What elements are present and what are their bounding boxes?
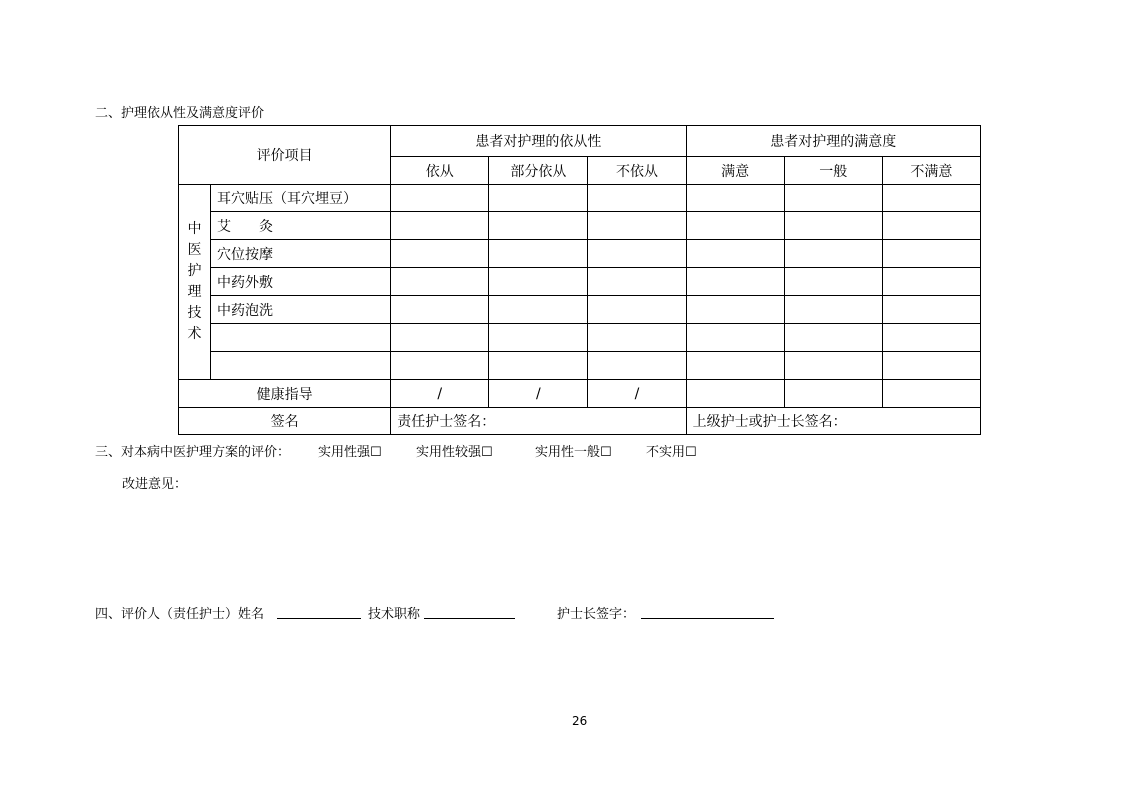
- table-cell[interactable]: [391, 352, 489, 380]
- option-fairly-strong-checkbox[interactable]: 实用性较强☐: [416, 445, 493, 460]
- table-cell[interactable]: [686, 212, 784, 240]
- section-2-title: 二、护理依从性及满意度评价: [95, 106, 265, 121]
- table-cell[interactable]: [784, 324, 882, 352]
- satisfaction-header: 患者对护理的满意度: [686, 126, 980, 157]
- technique-row-label[interactable]: [211, 352, 391, 380]
- compliance-header: 患者对护理的依从性: [391, 126, 686, 157]
- table-cell[interactable]: [588, 296, 686, 324]
- table-cell[interactable]: [882, 185, 980, 212]
- evaluator-name-label: 四、评价人（责任护士）姓名: [95, 607, 265, 622]
- technique-row-label: 中药泡洗: [211, 296, 391, 324]
- slash-cell: /: [391, 380, 489, 408]
- table-cell[interactable]: [489, 212, 588, 240]
- table-cell[interactable]: [686, 296, 784, 324]
- option-strong-checkbox[interactable]: 实用性强☐: [318, 445, 382, 460]
- item-header: 评价项目: [179, 126, 391, 185]
- table-cell[interactable]: [882, 380, 980, 408]
- table-cell[interactable]: [882, 268, 980, 296]
- col-comply: 依从: [391, 157, 489, 185]
- technique-row-label[interactable]: [211, 324, 391, 352]
- table-cell[interactable]: [489, 268, 588, 296]
- head-nurse-sign-label: 护士长签字：: [557, 607, 636, 622]
- table-cell[interactable]: [489, 352, 588, 380]
- table-cell[interactable]: [882, 296, 980, 324]
- table-cell[interactable]: [686, 268, 784, 296]
- evaluation-table: [178, 125, 981, 435]
- head-nurse-signature-field[interactable]: 上级护士或护士长签名：: [686, 408, 980, 435]
- table-cell[interactable]: [686, 352, 784, 380]
- table-cell[interactable]: [391, 296, 489, 324]
- col-not-comply: 不依从: [588, 157, 686, 185]
- job-title-label: 技术职称: [368, 607, 421, 622]
- option-not-practical-checkbox[interactable]: 不实用☐: [646, 445, 697, 460]
- section-3-title: 三、对本病中医护理方案的评价：: [95, 445, 291, 460]
- table-cell[interactable]: [882, 212, 980, 240]
- slash-cell: /: [588, 380, 686, 408]
- technique-row-label: 耳穴贴压（耳穴埋豆）: [211, 185, 391, 212]
- table-cell[interactable]: [882, 352, 980, 380]
- table-cell[interactable]: [489, 324, 588, 352]
- technique-row-label: 艾 灸: [211, 212, 391, 240]
- signature-label: 签名: [179, 408, 391, 435]
- table-cell[interactable]: [686, 324, 784, 352]
- col-average: 一般: [784, 157, 882, 185]
- table-cell[interactable]: [391, 185, 489, 212]
- table-cell[interactable]: [686, 240, 784, 268]
- table-cell[interactable]: [784, 352, 882, 380]
- table-cell[interactable]: [588, 268, 686, 296]
- nurse-signature-field[interactable]: 责任护士签名：: [391, 408, 686, 435]
- table-cell[interactable]: [784, 296, 882, 324]
- table-cell[interactable]: [784, 240, 882, 268]
- table-cell[interactable]: [489, 240, 588, 268]
- table-cell[interactable]: [391, 324, 489, 352]
- table-cell[interactable]: [686, 380, 784, 408]
- col-not-satisfied: 不满意: [882, 157, 980, 185]
- table-cell[interactable]: [588, 352, 686, 380]
- col-partial-comply: 部分依从: [489, 157, 588, 185]
- table-cell[interactable]: [588, 240, 686, 268]
- table-cell[interactable]: [882, 324, 980, 352]
- slash-cell: /: [489, 380, 588, 408]
- tcm-technique-group-label: 中 医 护 理 技 术: [179, 185, 211, 380]
- table-cell[interactable]: [391, 240, 489, 268]
- table-cell[interactable]: [686, 185, 784, 212]
- table-cell[interactable]: [391, 268, 489, 296]
- head-nurse-sign-field[interactable]: [641, 604, 774, 623]
- table-cell[interactable]: [588, 185, 686, 212]
- evaluator-name-field[interactable]: [277, 604, 361, 623]
- table-cell[interactable]: [882, 240, 980, 268]
- job-title-field[interactable]: [424, 604, 515, 623]
- option-average-checkbox[interactable]: 实用性一般☐: [535, 445, 612, 460]
- table-cell[interactable]: [489, 296, 588, 324]
- table-cell[interactable]: [784, 212, 882, 240]
- table-cell[interactable]: [489, 185, 588, 212]
- table-cell[interactable]: [391, 212, 489, 240]
- technique-row-label: 中药外敷: [211, 268, 391, 296]
- table-cell[interactable]: [588, 324, 686, 352]
- col-satisfied: 满意: [686, 157, 784, 185]
- table-cell[interactable]: [784, 268, 882, 296]
- page-number: 26: [572, 714, 588, 728]
- improvement-label: 改进意见：: [122, 477, 188, 492]
- table-cell[interactable]: [784, 185, 882, 212]
- table-cell[interactable]: [588, 212, 686, 240]
- health-guidance-label: 健康指导: [179, 380, 391, 408]
- technique-row-label: 穴位按摩: [211, 240, 391, 268]
- table-cell[interactable]: [784, 380, 882, 408]
